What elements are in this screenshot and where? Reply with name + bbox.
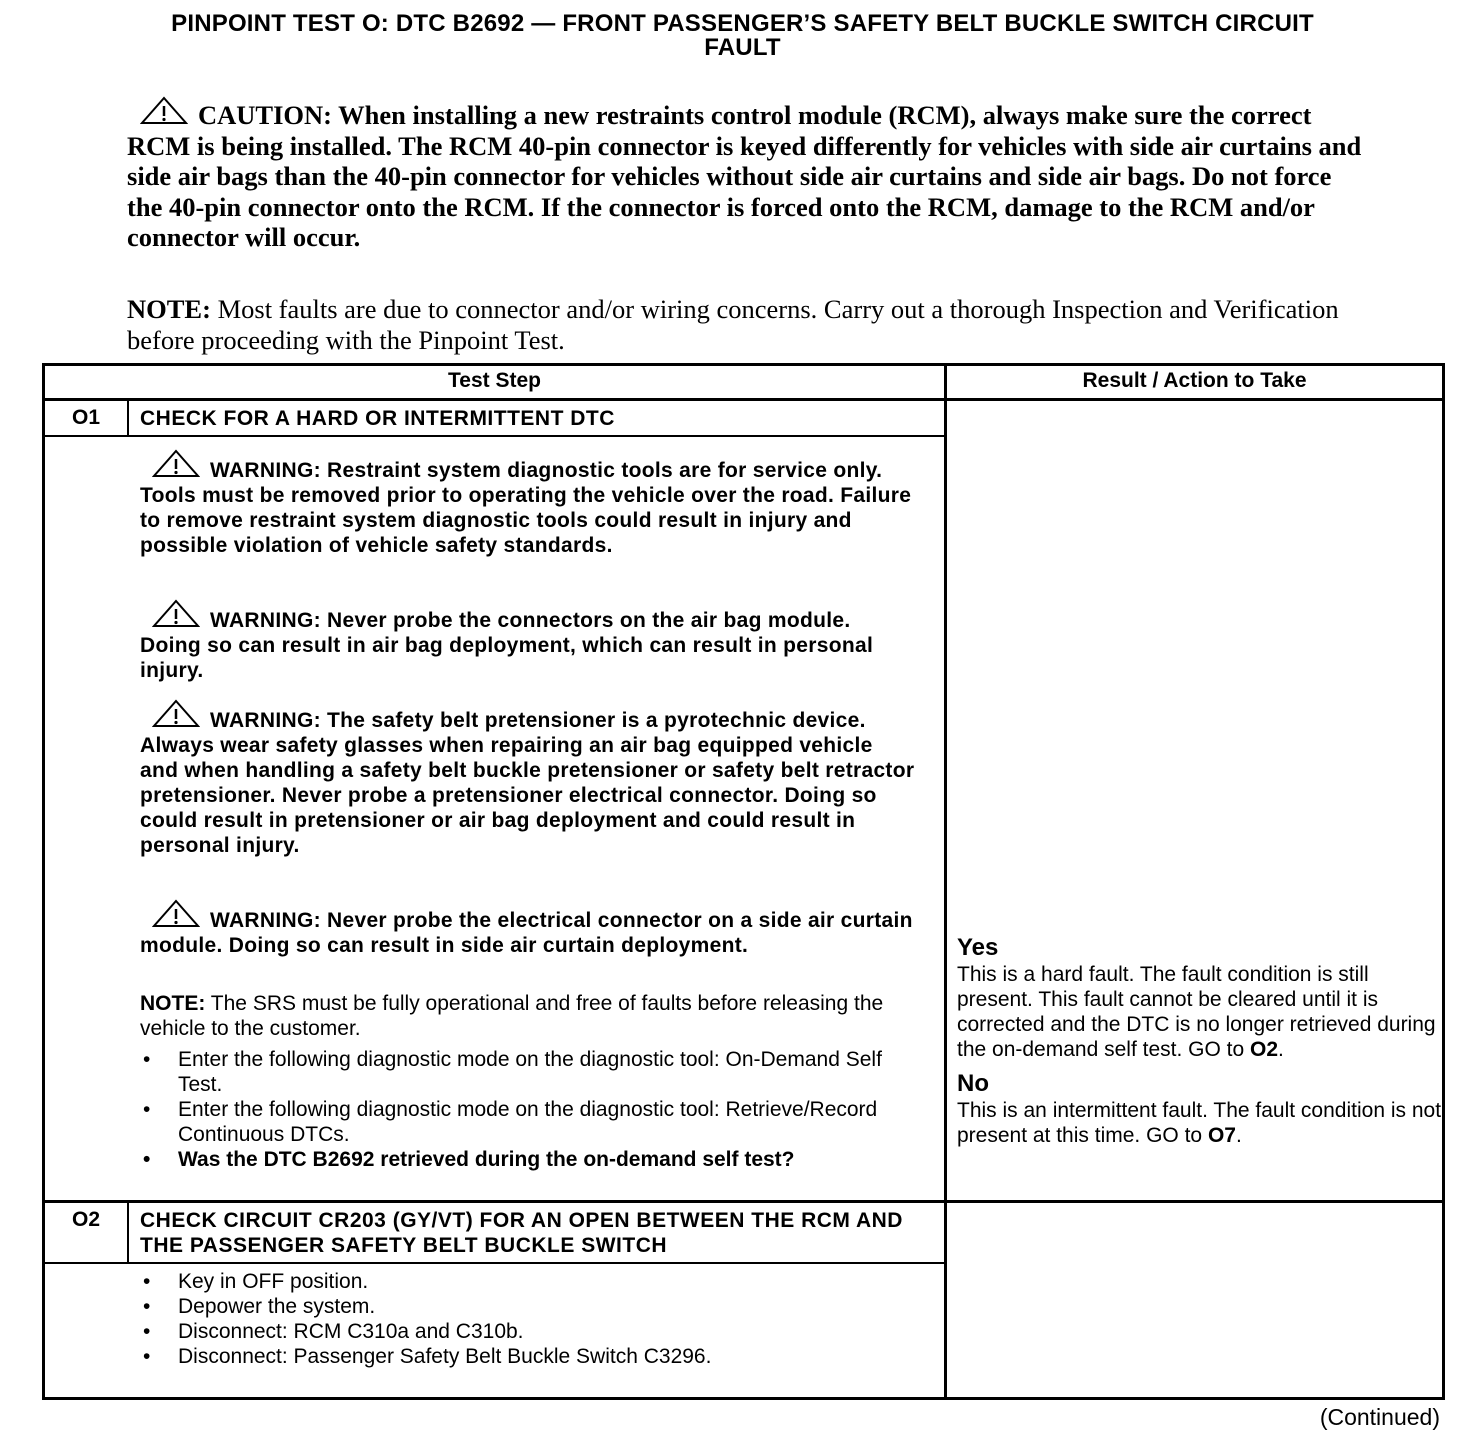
header-test-step: Test Step <box>448 369 541 392</box>
continued-label: (Continued) <box>1319 1404 1440 1430</box>
list-item: • Disconnect: Passenger Safety Belt Buckle Switch C3296. <box>143 1345 712 1368</box>
warning-2-text: WARNING: Never probe the connectors on the air bag module. Doing so can result in air bag deployment, which can result in personal injury. <box>140 609 874 682</box>
caution-text: CAUTION: When installing a new restraints control module (RCM), always make sure the correct RCM is being installed. The RCM 40-pin connector is keyed differently for vehicles with side air curtains and side air bags than the 40-pin connector for vehicles without side air curtains and side air bags. Do not force the 40-pin connector onto the RCM. If the connector is forced onto the RCM, damage to the RCM and/or connector will occur. <box>127 100 1362 252</box>
warning-triangle-icon <box>140 96 188 126</box>
note-block <box>127 294 1347 356</box>
warning-triangle-icon <box>152 599 200 629</box>
warning-3-text: WARNING: The safety belt pretensioner is a pyrotechnic device. Always wear safety glasses when repairing an air bag equipped vehicle and when handling a safety belt buckle pretensioner or safety belt retractor pretensioner. Never probe a pretensioner electrical connector. Doing so could result in pretensioner or air bag deployment and could result in personal injury. <box>140 709 915 857</box>
header-result-action: Result / Action to Take <box>1082 369 1307 392</box>
list-item: • Depower the system. <box>143 1295 376 1318</box>
note-label: NOTE: <box>127 294 211 324</box>
o1-end-rule <box>45 1200 1442 1203</box>
goto-o7-link[interactable]: O7 <box>1207 1124 1236 1147</box>
result-o1 <box>957 934 1442 1148</box>
result-no-text: This is an intermittent fault. The fault condition is not present at this time. GO to O7. <box>957 1099 1442 1147</box>
warning-1 <box>140 449 915 558</box>
o2-title-rule <box>45 1262 945 1264</box>
warning-4 <box>140 899 915 958</box>
result-yes-text: This is a hard fault. The fault condition is still present. This fault cannot be cleared until it is corrected and the DTC is no longer retrieved during the on-demand self test. GO to O2. <box>957 963 1436 1061</box>
warning-1-text: WARNING: Restraint system diagnostic tools are for service only. Tools must be removed prior to operating the vehicle over the road. Failure to remove restraint system diagnostic tools could result in injury and possible violation of vehicle safety standards. <box>140 459 912 557</box>
column-divider <box>944 366 947 1397</box>
list-item: • Enter the following diagnostic mode on the diagnostic tool: Retrieve/Record Continuous DTCs. <box>143 1098 878 1146</box>
id-divider-o2 <box>127 1202 129 1263</box>
warning-4-text: WARNING: Never probe the electrical connector on a side air curtain module. Doing so can result in side air curtain deployment. <box>140 909 913 957</box>
warning-3 <box>140 699 915 858</box>
step-title-o2: CHECK CIRCUIT CR203 (GY/VT) FOR AN OPEN BETWEEN THE RCM AND THE PASSENGER SAFETY BELT BUCKLE SWITCH <box>140 1209 903 1257</box>
page-title <box>40 12 1445 60</box>
list-item: • Enter the following diagnostic mode on the diagnostic tool: On-Demand Self Test. <box>143 1048 882 1096</box>
pinpoint-test-table <box>42 363 1445 1400</box>
id-divider-o1 <box>127 400 129 436</box>
step-title-o1: CHECK FOR A HARD OR INTERMITTENT DTC <box>140 407 615 430</box>
step-o2-actions <box>140 1269 910 1369</box>
o1-title-rule <box>45 435 945 437</box>
step-id-o2: O2 <box>71 1208 100 1231</box>
step-o1-actions <box>140 1047 910 1172</box>
step-id-o1: O1 <box>71 406 100 429</box>
warning-triangle-icon <box>152 699 200 729</box>
note-text: Most faults are due to connector and/or wiring concerns. Carry out a thorough Inspection and Verification before proceeding with the Pinpoint Test. <box>127 294 1339 355</box>
list-item-question: • Was the DTC B2692 retrieved during the on-demand self test? <box>143 1148 795 1171</box>
list-item: • Key in OFF position. <box>143 1270 369 1293</box>
title-line-2: FAULT <box>704 34 781 61</box>
result-no-label: No <box>957 1070 989 1097</box>
step-note-text: The SRS must be fully operational and free of faults before releasing the vehicle to the customer. <box>140 992 884 1040</box>
list-item: • Disconnect: RCM C310a and C310b. <box>143 1320 524 1343</box>
title-line-1: PINPOINT TEST O: DTC B2692 — FRONT PASSENGER’S SAFETY BELT BUCKLE SWITCH CIRCUIT <box>171 10 1314 37</box>
goto-o2-link[interactable]: O2 <box>1250 1038 1279 1061</box>
warning-triangle-icon <box>152 899 200 929</box>
step-note-label: NOTE: <box>140 992 206 1015</box>
warning-2 <box>140 599 915 683</box>
step-note <box>140 991 910 1041</box>
warning-triangle-icon <box>152 449 200 479</box>
result-yes-label: Yes <box>957 934 999 961</box>
header-rule <box>45 398 1442 401</box>
caution-block <box>127 96 1362 253</box>
